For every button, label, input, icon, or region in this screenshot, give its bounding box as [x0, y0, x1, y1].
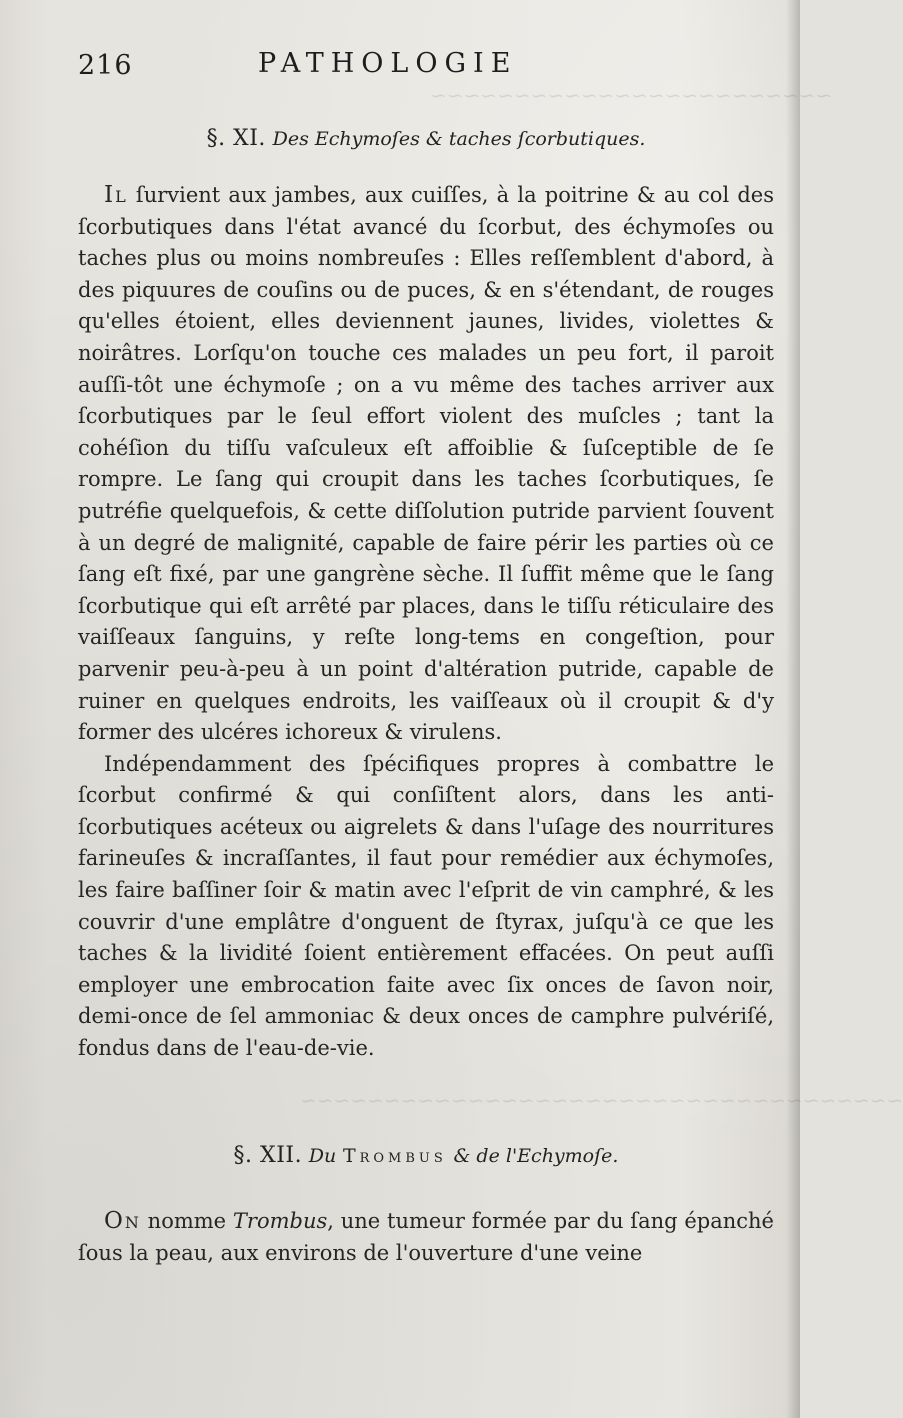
- running-title: PATHOLOGIE: [258, 48, 518, 79]
- paragraph-text: Indépendamment des ſpécifiques propres à combattre le ſcorbut confirmé & qui conſiſtent alors, dans les anti-ſcorbutiques acéteux ou aigrelets & dans l'uſage des nourritures farineuſes & incraſſantes, il faut pour remédier aux échymoſes, les faire baſſiner ſoir & matin avec l'eſprit de vin camphré, & les couvrir d'une emplâtre d'onguent de ſtyrax, juſqu'à ce que les taches & la lividité ſoient entièrement effacées. On peut auſſi employer une embrocation faite avec ſix onces de ſavon noir, demi-once de ſel ammoniac & deux onces de camphre pulvériſé, fondus dans de l'eau-de-vie.: [78, 751, 774, 1061]
- paragraph-text: nomme: [147, 1209, 227, 1233]
- paragraph-opening-word: On: [104, 1208, 141, 1234]
- paragraph-text: , une tumeur formée par du ſang épanché ſous la peau, aux environs de l'ouverture d'une veine: [78, 1209, 774, 1265]
- page-edge-shadow: [786, 0, 800, 1418]
- section-title-suffix: & de l'Echymoſe.: [453, 1145, 619, 1167]
- section-number: §. XII.: [233, 1143, 303, 1168]
- section-heading-xi: [78, 126, 774, 151]
- section-number: §. XI.: [206, 126, 266, 151]
- show-through-texture: ~~~~~~~~~~~~~~~~~~~~~~~~: [430, 83, 833, 107]
- paragraph-treatment: [78, 749, 774, 1065]
- running-header: [78, 46, 738, 86]
- section-title-caps: Trombus: [342, 1145, 447, 1167]
- paragraph-opening-word: Il: [104, 182, 128, 208]
- paragraph-trombus-definition: [78, 1206, 774, 1269]
- page-number: 216: [78, 50, 133, 81]
- paragraph-text: ſurvient aux jambes, aux cuiſſes, à la poitrine & au col des ſcorbutiques dans l'état avancé du ſcorbut, des échymoſes ou taches plus ou moins nombreuſes : Elles reſſemblent d'abord, à des piquures de couſins ou de puces, & en s'étendant, de rouges qu'elles étoient, elles deviennent jaunes, livides, violettes & noirâtres. Lorſqu'on touche ces malades un peu fort, il paroit auſſi-tôt une échymoſe ; on a vu même des taches arriver aux ſcorbutiques par le ſeul effort violent des muſcles ; tant la cohéſion du tiſſu vaſculeux eſt affoiblie & ſuſceptible de ſe rompre. Le ſang qui croupit dans les taches ſcorbutiques, ſe putréfie quelquefois, & cette diſſolution putride parvient ſouvent à un degré de malignité, capable de faire périr les parties où ce ſang eſt fixé, par une gangrène sèche. Il ſuffit même que le ſang ſcorbutique qui eſt arrêté par places, dans le tiſſu réticulaire des vaiſſeaux ſanguins, y reſte long-tems en congeſtion, pour parvenir peu-à-peu à un point d'altération putride, capable de ruiner en quelques endroits, les vaiſſeaux où il croupit & d'y former des ulcéres ichoreux & virulens.: [78, 183, 774, 745]
- body-text-upper: [78, 180, 774, 1065]
- term-trombus: Trombus: [232, 1209, 328, 1233]
- show-through-texture: ~~~~~~~~~~~~~~~~~~~~~~~~~~~~~~~~~~~~: [300, 1088, 903, 1112]
- section-title: Des Echymoſes & taches ſcorbutiques.: [272, 128, 646, 150]
- body-text-lower: [78, 1206, 774, 1269]
- section-heading-xii: [78, 1143, 774, 1168]
- section-title-prefix: Du: [308, 1145, 337, 1167]
- paragraph-scurvy-ecchymoses: [78, 180, 774, 749]
